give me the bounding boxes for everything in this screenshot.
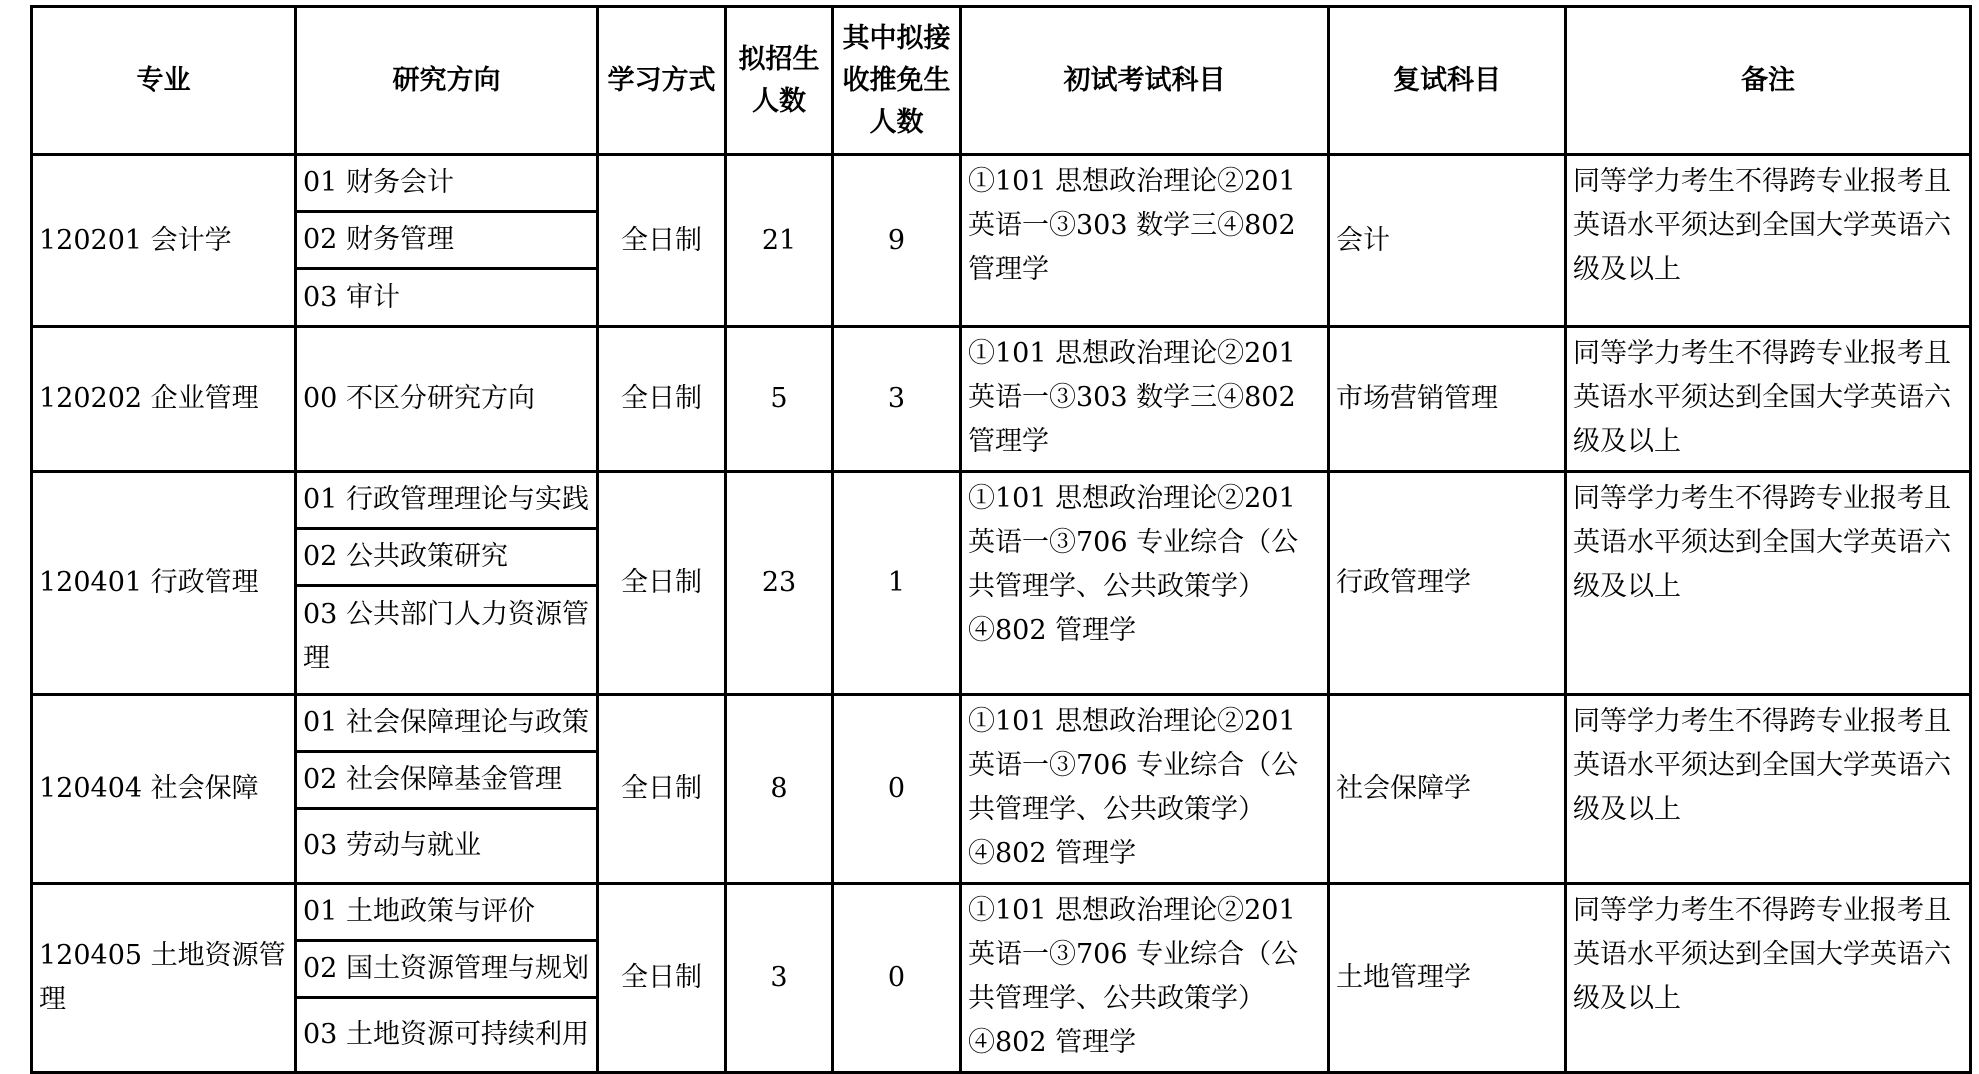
direction-item: 02 国土资源管理与规划 — [297, 942, 596, 999]
notes-cell: 同等学力考生不得跨专业报考且英语水平须达到全国大学英语六级及以上 — [1566, 327, 1971, 472]
direction-item: 01 社会保障理论与政策 — [297, 696, 596, 753]
enroll-cell: 3 — [726, 884, 833, 1073]
table-row — [32, 695, 1971, 884]
header-enroll-count: 拟招生人数 — [726, 7, 833, 155]
notes-cell: 同等学力考生不得跨专业报考且英语水平须达到全国大学英语六级及以上 — [1566, 884, 1971, 1073]
header-row — [32, 7, 1971, 155]
direction-cell — [296, 472, 598, 695]
direction-item: 03 审计 — [303, 281, 400, 313]
direction-cell — [296, 884, 598, 1073]
enroll-cell: 23 — [726, 472, 833, 695]
first-exam-cell: ①101 思想政治理论②201 英语一③706 专业综合（公共管理学、公共政策学）④802 管理学 — [961, 884, 1329, 1073]
table-row — [32, 884, 1971, 1073]
retest-cell: 会计 — [1329, 155, 1566, 327]
retest-cell: 行政管理学 — [1329, 472, 1566, 695]
direction-cell: 00 不区分研究方向 — [296, 327, 598, 472]
first-exam-cell: ①101 思想政治理论②201 英语一③706 专业综合（公共管理学、公共政策学）④802 管理学 — [961, 695, 1329, 884]
exempt-cell: 9 — [833, 155, 961, 327]
direction-item: 02 公共政策研究 — [297, 530, 596, 587]
direction-item: 02 财务管理 — [297, 213, 596, 270]
retest-cell: 市场营销管理 — [1329, 327, 1566, 472]
exempt-cell: 0 — [833, 884, 961, 1073]
header-major: 专业 — [32, 7, 296, 155]
study-mode-cell: 全日制 — [598, 327, 726, 472]
direction-item: 02 社会保障基金管理 — [297, 753, 596, 810]
direction-item: 01 行政管理理论与实践 — [297, 473, 596, 530]
first-exam-cell: ①101 思想政治理论②201 英语一③303 数学三④802 管理学 — [961, 327, 1329, 472]
study-mode-cell: 全日制 — [598, 155, 726, 327]
major-cell: 120202 企业管理 — [32, 327, 296, 472]
table-row — [32, 472, 1971, 695]
exempt-cell: 0 — [833, 695, 961, 884]
direction-cell — [296, 155, 598, 327]
header-retest: 复试科目 — [1329, 7, 1566, 155]
notes-cell: 同等学力考生不得跨专业报考且英语水平须达到全国大学英语六级及以上 — [1566, 155, 1971, 327]
direction-item: 03 劳动与就业 — [303, 830, 481, 861]
notes-cell: 同等学力考生不得跨专业报考且英语水平须达到全国大学英语六级及以上 — [1566, 695, 1971, 884]
table-row — [32, 155, 1971, 327]
header-exempt-count: 其中拟接收推免生人数 — [833, 7, 961, 155]
table-row — [32, 327, 1971, 472]
first-exam-cell: ①101 思想政治理论②201 英语一③706 专业综合（公共管理学、公共政策学）④802 管理学 — [961, 472, 1329, 695]
direction-item: 01 土地政策与评价 — [297, 885, 596, 942]
study-mode-cell: 全日制 — [598, 884, 726, 1073]
direction-cell — [296, 695, 598, 884]
retest-cell: 社会保障学 — [1329, 695, 1566, 884]
exempt-cell: 3 — [833, 327, 961, 472]
study-mode-cell: 全日制 — [598, 695, 726, 884]
direction-item: 01 财务会计 — [297, 156, 596, 213]
exempt-cell: 1 — [833, 472, 961, 695]
direction-item: 03 土地资源可持续利用 — [303, 1019, 589, 1050]
enroll-cell: 5 — [726, 327, 833, 472]
major-cell: 120404 社会保障 — [32, 695, 296, 884]
header-notes: 备注 — [1566, 7, 1971, 155]
enroll-cell: 8 — [726, 695, 833, 884]
header-first-exam: 初试考试科目 — [961, 7, 1329, 155]
enroll-cell: 21 — [726, 155, 833, 327]
retest-cell: 土地管理学 — [1329, 884, 1566, 1073]
major-cell: 120405 土地资源管理 — [32, 884, 296, 1073]
first-exam-cell: ①101 思想政治理论②201 英语一③303 数学三④802 管理学 — [961, 155, 1329, 327]
header-study-mode: 学习方式 — [598, 7, 726, 155]
enrollment-table — [30, 5, 1972, 1074]
major-cell: 120401 行政管理 — [32, 472, 296, 695]
header-direction: 研究方向 — [296, 7, 598, 155]
study-mode-cell: 全日制 — [598, 472, 726, 695]
notes-cell: 同等学力考生不得跨专业报考且英语水平须达到全国大学英语六级及以上 — [1566, 472, 1971, 695]
direction-item: 03 公共部门人力资源管理 — [303, 599, 589, 674]
major-cell: 120201 会计学 — [32, 155, 296, 327]
